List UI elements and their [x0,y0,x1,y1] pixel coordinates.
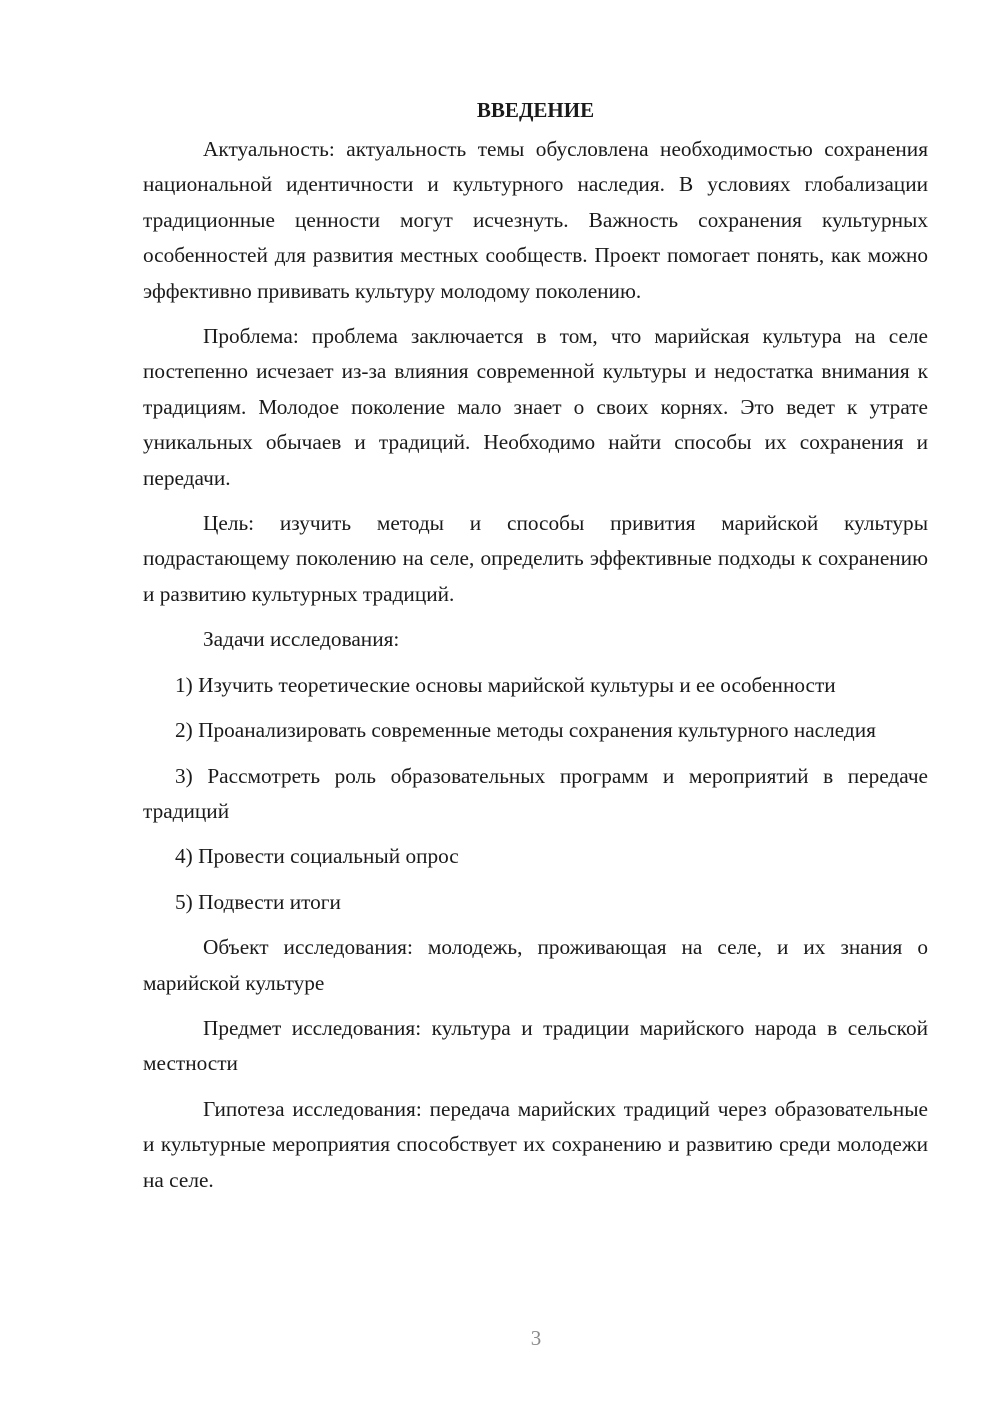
task-item-2: 2) Проанализировать современные методы сохранения культурного наследия [175,718,876,743]
task-item-1: 1) Изучить теоретические основы марийской культуры и ее особенности [175,672,836,697]
page-title: ВВЕДЕНИЕ [476,98,595,122]
object-paragraph: Объект исследования: молодежь, проживающая на селе, и их знания о марийской культуре [143,935,928,995]
tasks-title: Задачи исследования: [203,627,400,652]
subject-paragraph: Предмет исследования: культура и традиции марийского народа в сельской местности [143,1015,928,1076]
goal-paragraph: Цель: изучить методы и способы привития марийской культуры подрастающему поколению на селе, определить эффективные подходы к сохранению и развитию культурных традиций. [143,511,928,606]
relevance-paragraph: Актуальность: актуальность темы обусловлена необходимостью сохранения национальной идентичности и культурного наследия. В условиях глобализации традиционные ценности могут исчезнуть. Важность сохранения культурных особенностей для развития местных сообществ. Проект помогает понять, как можно эффективно прививать культуру молодому поколению. [143,137,928,303]
task-item-3: 3) Рассмотреть роль образовательных программ и мероприятий в передаче традиций [143,763,928,823]
hypothesis-paragraph: Гипотеза исследования: передача марийских традиций через образовательные и культурные мероприятия способствует их сохранению и развитию среди молодежи на селе. [143,1096,928,1192]
document-page [143,92,928,1198]
task-item-5: 5) Подвести итоги [175,889,341,914]
page-number: 3 [530,1326,542,1350]
task-item-4: 4) Провести социальный опрос [175,844,459,869]
problem-paragraph: Проблема: проблема заключается в том, что марийская культура на селе постепенно исчезает из-за влияния современной культуры и недостатка внимания к традициям. Молодое поколение мало знает о своих корнях. Это ведет к утрате уникальных обычаев и традиций. Необходимо найти способы их сохранения и передачи. [143,324,928,490]
